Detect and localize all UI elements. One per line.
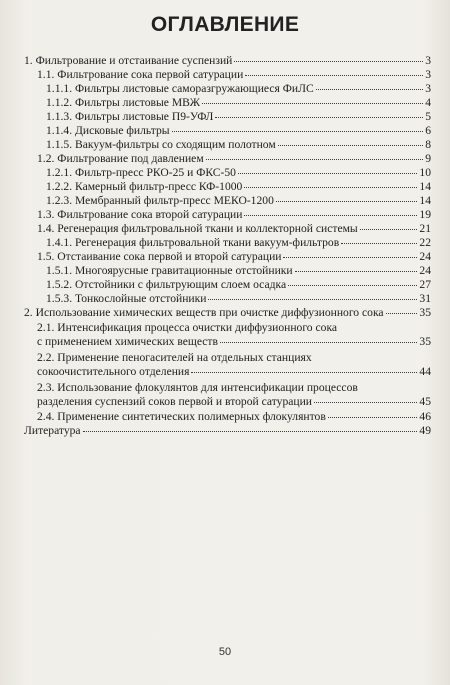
toc-entry-label: 2.3. Использование флокулянтов для интенсификации процессов (37, 381, 358, 394)
toc-leader-dots (244, 215, 417, 216)
toc-entry[interactable] (24, 425, 431, 437)
toc-entry-page: 49 (419, 424, 431, 437)
toc-entry[interactable] (37, 321, 431, 348)
toc-entry-page: 5 (425, 110, 431, 123)
toc-entry[interactable] (37, 411, 431, 423)
toc-entry-page: 9 (425, 152, 431, 165)
toc-entry-label: 1.2. Фильтрование под давлением (37, 152, 204, 165)
toc-entry-label-cont: разделения суспензий соков первой и второй сатурации (37, 394, 312, 408)
toc-entry[interactable] (46, 139, 431, 151)
toc-entry[interactable] (46, 279, 431, 291)
toc-entry-label: Литература (24, 424, 81, 437)
toc-entry-page: 35 (419, 334, 431, 348)
toc-entry-label: 1.5.1. Многоярусные гравитационные отстойники (46, 264, 293, 277)
toc-entry[interactable] (46, 111, 431, 123)
toc-leader-dots (288, 285, 417, 286)
toc-entry-label: 1.4.1. Регенерация фильтровальной ткани вакуум-фильтров (46, 236, 340, 249)
toc-entry-page: 46 (419, 410, 431, 423)
toc-entry-page: 24 (419, 264, 431, 277)
toc-entry-page: 14 (419, 194, 431, 207)
toc-leader-dots (172, 131, 424, 132)
toc-entry-page: 3 (425, 54, 431, 67)
toc-entry-label: 1.2.1. Фильтр-пресс РКО-25 и ФКС-50 (46, 166, 236, 179)
toc-entry-label: 1.3. Фильтрование сока второй сатурации (37, 208, 243, 221)
toc-entry-page: 8 (425, 138, 431, 151)
toc-entry-label: 2.1. Интенсификация процесса очистки диффузионного сока (37, 321, 338, 334)
toc-entry-label: 2. Использование химических веществ при очистке диффузионного сока (24, 306, 384, 319)
toc-entry[interactable] (46, 125, 431, 137)
toc-entry[interactable] (46, 83, 431, 95)
toc-entry-page: 44 (419, 364, 431, 378)
toc-leader-dots (191, 372, 417, 373)
page-number: 50 (218, 646, 232, 658)
toc-leader-dots (244, 187, 417, 188)
toc-entry-page: 6 (425, 124, 431, 137)
toc-entry-label: 1.5.2. Отстойники с фильтрующим слоем осадка (46, 278, 287, 291)
toc-entry-label: 2.4. Применение синтетических полимерных флокулянтов (37, 410, 326, 423)
toc-leader-dots (245, 75, 423, 76)
toc-entry-page: 19 (419, 208, 431, 221)
toc-leader-dots (202, 103, 423, 104)
toc-leader-dots (316, 89, 424, 90)
toc-entry-page: 3 (425, 82, 431, 95)
toc-leader-dots (328, 417, 418, 418)
toc-leader-dots (206, 159, 424, 160)
toc-entry-label-cont: с применением химических веществ (37, 334, 218, 348)
toc-entry[interactable] (46, 265, 431, 277)
toc-entry-label: 1.2.2. Камерный фильтр-пресс КФ-1000 (46, 180, 243, 193)
toc-entry-label: 1.5. Отстаивание сока первой и второй сатурации (37, 250, 282, 263)
toc-entry[interactable] (37, 381, 431, 408)
toc-leader-dots (283, 257, 417, 258)
toc-entry-label: 1.1.2. Фильтры листовые МВЖ (46, 96, 200, 109)
toc-entry-label: 1.1.1. Фильтры листовые саморазгружающиеся ФиЛС (46, 82, 314, 95)
toc-entry-page: 45 (419, 394, 431, 408)
toc-entry[interactable] (46, 237, 431, 249)
toc-entry-label: 1.1.4. Дисковые фильтры (46, 124, 170, 137)
toc-leader-dots (220, 342, 417, 343)
toc-leader-dots (276, 201, 418, 202)
toc-leader-dots (238, 173, 417, 174)
toc-leader-dots (360, 229, 418, 230)
toc-entry-page: 22 (419, 236, 431, 249)
toc-entry[interactable] (24, 307, 431, 319)
toc-entry[interactable] (37, 153, 431, 165)
toc-entry-page: 21 (419, 222, 431, 235)
toc-leader-dots (215, 117, 423, 118)
toc-entry-label: 1.1. Фильтрование сока первой сатурации (37, 68, 244, 81)
toc-entry-page: 4 (425, 96, 431, 109)
toc-entry[interactable] (37, 251, 431, 263)
toc-entry-label: 1. Фильтрование и отстаивание суспензий (24, 54, 233, 67)
toc-entry[interactable] (37, 209, 431, 221)
toc-entry-page: 35 (419, 306, 431, 319)
toc-entry[interactable] (46, 167, 431, 179)
toc-leader-dots (278, 145, 423, 146)
toc-leader-dots (314, 402, 417, 403)
toc-leader-dots (295, 271, 418, 272)
toc-entry-label: 1.4. Регенерация фильтровальной ткани и коллекторной системы (37, 222, 358, 235)
toc-leader-dots (83, 431, 418, 432)
toc-entry-page: 24 (419, 250, 431, 263)
toc-leader-dots (341, 243, 417, 244)
toc-entry[interactable] (46, 195, 431, 207)
toc-entry-page: 10 (419, 166, 431, 179)
page-title: ОГЛАВЛЕНИЕ (150, 13, 300, 36)
toc-entry-page: 31 (419, 292, 431, 305)
toc-entry[interactable] (46, 181, 431, 193)
toc-entry-label: 1.2.3. Мембранный фильтр-пресс МЕКО-1200 (46, 194, 274, 207)
toc-entry-label: 1.1.5. Вакуум-фильтры со сходящим полотном (46, 138, 276, 151)
toc-leader-dots (208, 299, 417, 300)
toc-entry-label: 1.1.3. Фильтры листовые П9-УФЛ (46, 110, 214, 123)
toc-entry[interactable] (37, 351, 431, 378)
toc-entry-page: 27 (419, 278, 431, 291)
toc-entry[interactable] (24, 55, 431, 67)
toc-leader-dots (234, 61, 423, 62)
toc-entry-page: 3 (425, 68, 431, 81)
toc-entry-label: 1.5.3. Тонкослойные отстойники (46, 292, 207, 305)
toc-entry[interactable] (37, 223, 431, 235)
toc-entry[interactable] (46, 293, 431, 305)
toc-entry-label-cont: сокоочистительного отделения (37, 364, 190, 378)
toc-entry[interactable] (37, 69, 431, 81)
toc-entry-label: 2.2. Применение пеногасителей на отдельных станциях (37, 351, 312, 364)
toc-leader-dots (386, 313, 418, 314)
toc-entry-page: 14 (419, 180, 431, 193)
toc-entry[interactable] (46, 97, 431, 109)
